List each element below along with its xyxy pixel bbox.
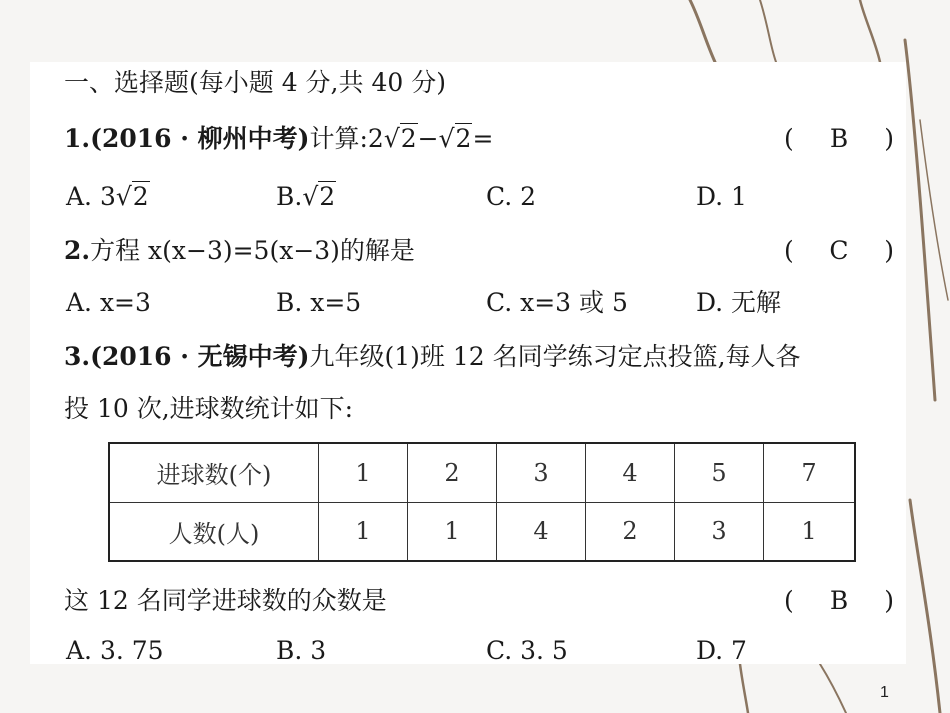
option-b: B. x=5: [276, 288, 362, 317]
paren-close: ): [884, 124, 894, 153]
table-cell: 1: [319, 502, 408, 561]
minus-sign: −: [417, 124, 439, 153]
paren-close: ): [884, 586, 894, 615]
sqrt-symbol: √2: [383, 124, 417, 153]
question-3-stem-line1: [64, 340, 801, 374]
question-2-number: 2.: [64, 236, 91, 265]
worksheet: [30, 62, 906, 664]
sqrt-symbol: √2: [115, 182, 149, 211]
question-3-question: [64, 584, 387, 618]
table-cell: 1: [319, 443, 408, 502]
option-a: A. x=3: [66, 288, 151, 317]
table-row: [109, 502, 855, 561]
table-cell: 4: [497, 502, 586, 561]
table-cell: 1: [408, 502, 497, 561]
question-3-answer: [784, 584, 894, 618]
answer-letter: B: [829, 124, 849, 153]
question-3-text-line1: 九年级(1)班 12 名同学练习定点投篮,每人各: [309, 342, 801, 371]
option-c: C. 3. 5: [486, 636, 568, 665]
option-b: B. 3: [276, 636, 327, 665]
paren-open: (: [784, 236, 794, 265]
option-b-text: B.: [276, 182, 303, 211]
table-cell: 1: [764, 502, 856, 561]
section-title-text: 一、选择题(每小题 4 分,共 40 分): [64, 68, 446, 97]
table-header-cell: 进球数(个): [109, 443, 319, 502]
question-1-answer: [784, 122, 894, 156]
stats-table: [108, 442, 856, 562]
table-cell: 3: [497, 443, 586, 502]
radicand: 2: [319, 182, 336, 211]
question-1-stem: [64, 122, 493, 156]
table-cell: 5: [675, 443, 764, 502]
page-number: 1: [880, 684, 889, 701]
paren-open: (: [784, 124, 794, 153]
question-3-text-line2: 投 10 次,进球数统计如下:: [64, 394, 354, 423]
question-3-number: 3.: [64, 342, 91, 371]
answer-letter: C: [829, 236, 849, 265]
sqrt-symbol: √2: [302, 182, 336, 211]
section-title: [64, 66, 446, 100]
table-cell: 3: [675, 502, 764, 561]
question-2-text: 方程 x(x−3)=5(x−3)的解是: [90, 236, 415, 265]
paren-open: (: [784, 586, 794, 615]
sqrt-symbol: √2: [438, 124, 472, 153]
question-3-source: (2016 · 无锡中考): [90, 342, 310, 371]
option-d: D. 1: [696, 182, 747, 211]
table-cell: 2: [586, 502, 675, 561]
radicand: 2: [132, 182, 149, 211]
radicand: 2: [455, 124, 472, 153]
option-a-text: A. 3: [66, 182, 116, 211]
question-2-answer: [784, 234, 894, 268]
table-cell: 7: [764, 443, 856, 502]
question-3-question-text: 这 12 名同学进球数的众数是: [64, 586, 387, 615]
table-row: [109, 443, 855, 502]
option-c: C. x=3 或 5: [486, 288, 628, 317]
question-2-stem: [64, 234, 415, 268]
answer-letter: B: [829, 586, 849, 615]
question-3-stem-line2: [64, 392, 353, 426]
option-c: C. 2: [486, 182, 537, 211]
table-cell: 2: [408, 443, 497, 502]
table-cell: 4: [586, 443, 675, 502]
option-b: [276, 180, 336, 214]
question-1-source: (2016 · 柳州中考): [90, 124, 310, 153]
option-a: A. 3. 75: [66, 636, 164, 665]
radicand: 2: [400, 124, 417, 153]
question-1-stem-prefix: 计算:2: [309, 124, 384, 153]
paren-close: ): [884, 236, 894, 265]
question-1-number: 1.: [64, 124, 91, 153]
option-d: D. 无解: [696, 288, 782, 317]
option-a: [66, 180, 150, 214]
option-d: D. 7: [696, 636, 747, 665]
table-header-cell: 人数(人): [109, 502, 319, 561]
equals-sign: =: [472, 124, 494, 153]
